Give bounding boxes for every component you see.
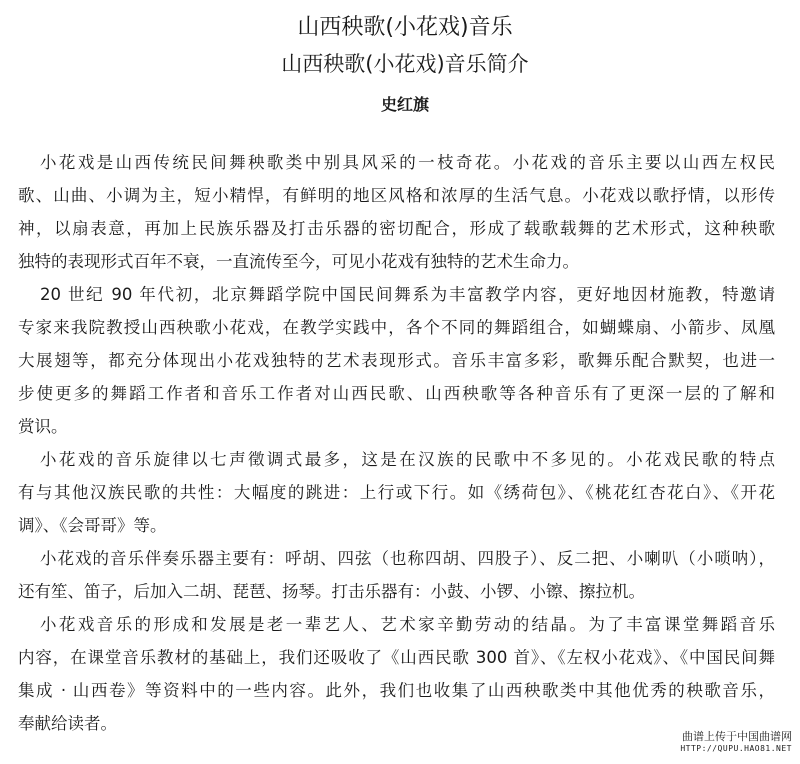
author-name: 史红旗 (380, 95, 429, 114)
paragraph-line: 奉献给读者。 (18, 714, 117, 733)
document-title: 山西秧歌(小花戏)音乐 (297, 15, 513, 40)
article-body (18, 146, 775, 740)
paragraph (18, 542, 775, 608)
paragraph (18, 146, 775, 278)
paragraph (18, 278, 775, 443)
paragraph-line: 大展翅等，都充分体现出小花戏独特的艺术表现形式。音乐丰富多彩，歌舞乐配合默契，也进一 (18, 351, 775, 370)
watermark-text: 曲谱上传于中国曲谱网 (682, 730, 792, 743)
paragraph (18, 443, 775, 542)
paragraph-line: 20 世纪 90 年代初，北京舞蹈学院中国民间舞系为丰富教学内容，更好地因材施教，特邀请 (40, 285, 775, 304)
paragraph-line: 独特的表现形式百年不衰，一直流传至今，可见小花戏有独特的艺术生命力。 (18, 252, 579, 271)
paragraph-line: 赏识。 (18, 417, 68, 436)
paragraph-line: 歌、山曲、小调为主，短小精悍，有鲜明的地区风格和浓厚的生活气息。小花戏以歌抒情，以形传 (18, 186, 775, 205)
paragraph-line: 小花戏是山西传统民间舞秧歌类中别具风采的一枝奇花。小花戏的音乐主要以山西左权民 (40, 153, 775, 172)
watermark-url: HTTP://QUPU.HAO81.NET (680, 744, 792, 753)
paragraph (18, 608, 775, 740)
watermark (680, 730, 792, 754)
document-subtitle: 山西秧歌(小花戏)音乐简介 (281, 52, 529, 76)
paragraph-line: 调》、《会哥哥》等。 (18, 516, 167, 535)
paragraph-line: 小花戏的音乐伴奏乐器主要有：呼胡、四弦（也称四胡、四股子）、反二把、小喇叭（小唢呐）， (40, 549, 775, 568)
paragraph-line: 小花戏音乐的形成和发展是老一辈艺人、艺术家辛勤劳动的结晶。为了丰富课堂舞蹈音乐 (40, 615, 775, 634)
paragraph-line: 内容，在课堂音乐教材的基础上，我们还吸收了《山西民歌 300 首》、《左权小花戏》、《中国民间舞 (18, 648, 775, 667)
paragraph-line: 集成 · 山西卷》等资料中的一些内容。此外，我们也收集了山西秧歌类中其他优秀的秧歌音乐， (18, 681, 775, 700)
paragraph-line: 有与其他汉族民歌的共性：大幅度的跳进：上行或下行。如《绣荷包》、《桃花红杏花白》、《开花 (18, 483, 775, 502)
paragraph-line: 还有笙、笛子，后加入二胡、琵琶、扬琴。打击乐器有：小鼓、小锣、小镲、擦拉机。 (18, 582, 645, 601)
paragraph-line: 神，以扇表意，再加上民族乐器及打击乐器的密切配合，形成了载歌载舞的艺术形式，这种秧歌 (18, 219, 775, 238)
paragraph-line: 专家来我院教授山西秧歌小花戏，在教学实践中，各个不同的舞蹈组合，如蝴蝶扇、小箭步、凤凰 (18, 318, 775, 337)
paragraph-line: 步使更多的舞蹈工作者和音乐工作者对山西民歌、山西秧歌等各种音乐有了更深一层的了解和 (18, 384, 775, 403)
paragraph-line: 小花戏的音乐旋律以七声徵调式最多，这是在汉族的民歌中不多见的。小花戏民歌的特点 (40, 450, 775, 469)
